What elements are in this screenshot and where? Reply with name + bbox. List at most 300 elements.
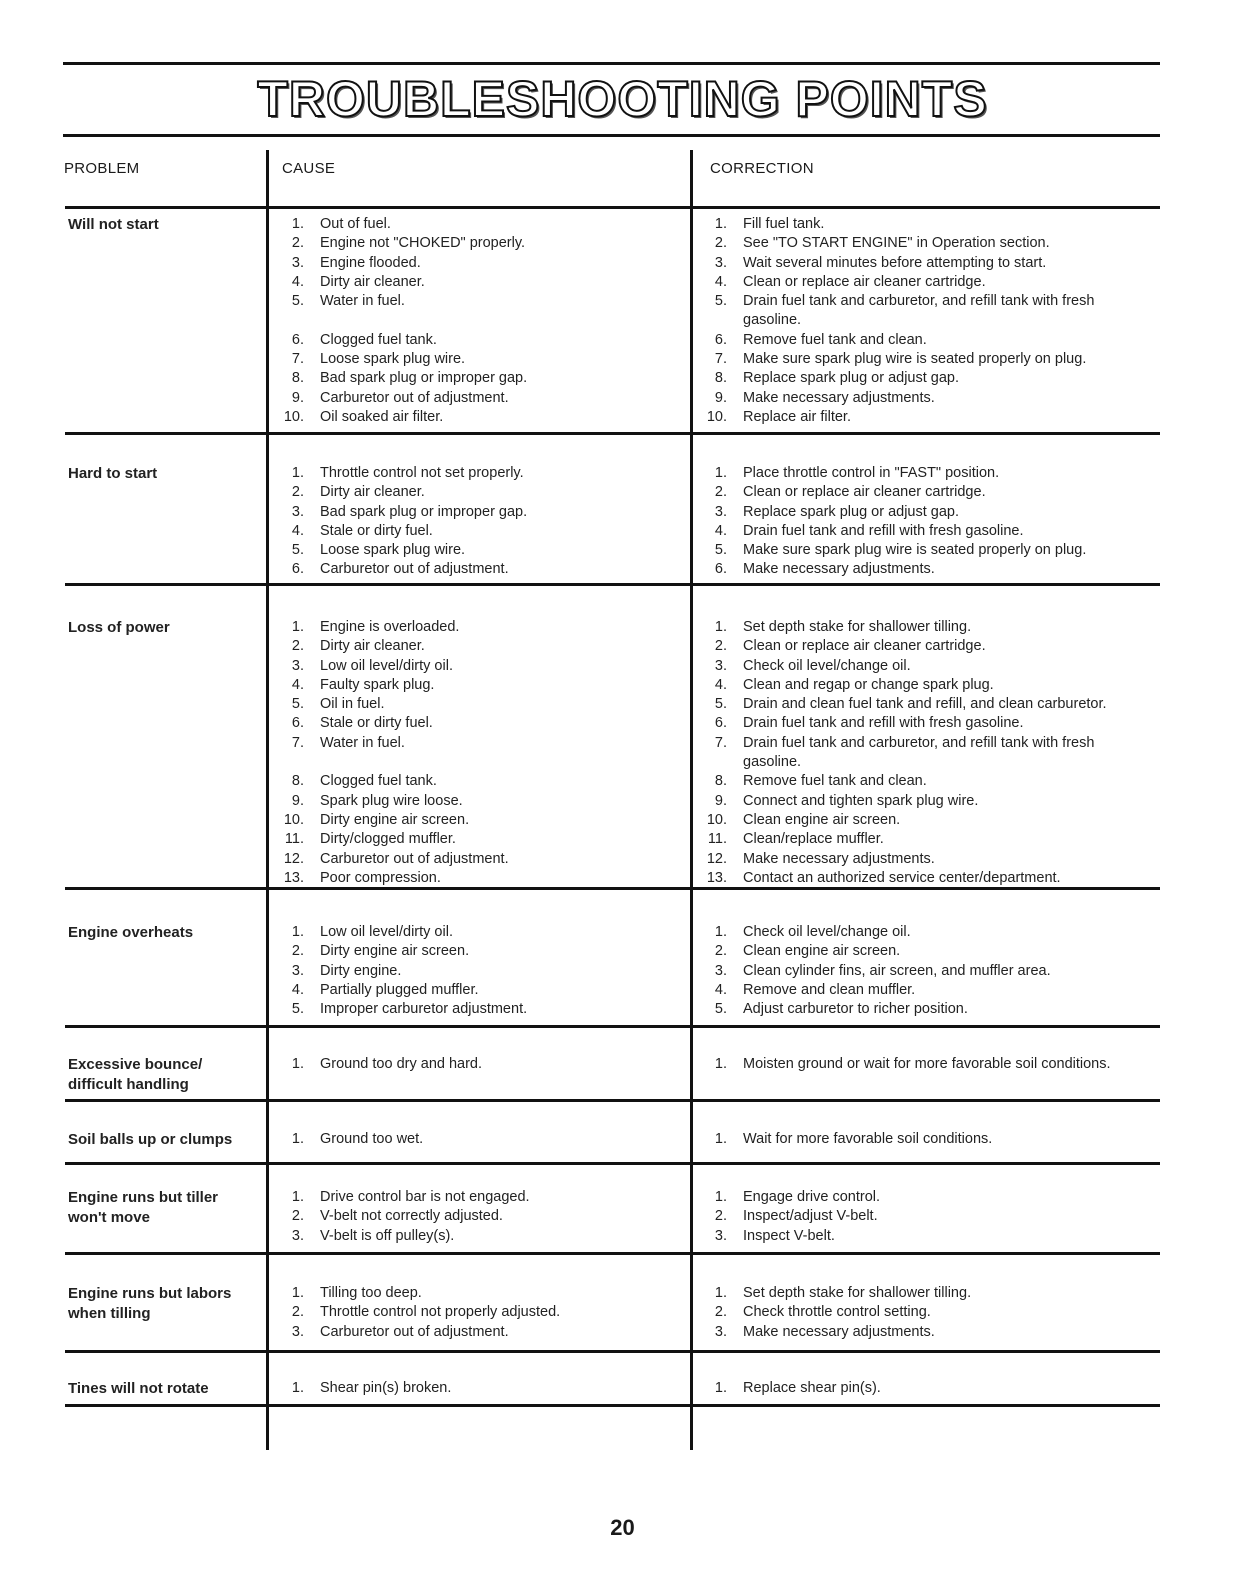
cause-text: Engine is overloaded.: [320, 619, 460, 635]
correction-number: 1.: [714, 1189, 727, 1205]
cause-number: 2.: [291, 1304, 304, 1321]
cause-text: Water in fuel.: [320, 293, 405, 310]
correction-number: 5.: [714, 1001, 727, 1018]
correction-number: 3.: [714, 503, 727, 520]
correction-number: 2.: [714, 1208, 727, 1225]
cause-number: 4.: [291, 676, 304, 693]
header-cause: CAUSE: [282, 160, 336, 177]
cause-text: Low oil level/dirty oil.: [320, 924, 453, 940]
row-divider: [65, 1404, 1160, 1407]
correction-list: [705, 618, 1145, 888]
correction-item: [705, 869, 1145, 888]
cause-item: [282, 541, 682, 560]
cause-item: [282, 215, 682, 234]
cause-text: Dirty engine air screen.: [320, 811, 470, 828]
cause-item: [282, 408, 682, 427]
page-title: TROUBLESHOOTING POINTS: [257, 71, 988, 127]
cause-item: [282, 560, 682, 579]
cause-number: 3.: [291, 962, 304, 979]
cause-number: 11.: [284, 831, 304, 848]
cause-number: 1.: [291, 1189, 304, 1205]
correction-number: 3.: [714, 1227, 727, 1244]
column-divider-cause: [266, 150, 269, 1450]
correction-text: Check oil level/change oil.: [743, 657, 911, 674]
cause-text: Carburetor out of adjustment.: [320, 389, 509, 406]
correction-item: [705, 618, 1145, 637]
cause-item: [282, 1284, 682, 1303]
cause-list: [282, 1055, 682, 1074]
correction-item: [705, 811, 1145, 830]
problem-label: Engine overheats: [68, 924, 194, 941]
correction-item: [705, 331, 1145, 350]
correction-item: [705, 483, 1145, 502]
correction-item: [705, 981, 1145, 1000]
cause-item: [282, 369, 682, 388]
correction-list: [705, 923, 1145, 1019]
correction-item: [705, 464, 1145, 483]
cause-item: [282, 676, 682, 695]
correction-number: 8.: [714, 773, 727, 790]
correction-text: Wait for more favorable soil conditions.: [743, 1131, 993, 1147]
cause-number: 4.: [291, 981, 304, 998]
cause-text: Loose spark plug wire.: [320, 542, 466, 559]
cause-number: 2.: [291, 943, 304, 960]
correction-number: 6.: [714, 331, 727, 348]
correction-text: Replace air filter.: [743, 408, 851, 425]
cause-item: [282, 850, 682, 869]
cause-number: 4.: [291, 273, 304, 290]
correction-text: Make necessary adjustments.: [743, 850, 935, 867]
correction-item: [705, 734, 1145, 773]
cause-item: [282, 734, 682, 753]
correction-item: [705, 1379, 1145, 1398]
correction-item: [705, 560, 1145, 579]
top-rule: [63, 62, 1160, 65]
cause-item: [282, 811, 682, 830]
cause-text: Out of fuel.: [320, 216, 391, 232]
cause-number: 4.: [291, 522, 304, 539]
correction-number: 2.: [714, 943, 727, 960]
problem-label: Loss of power: [68, 619, 170, 636]
cause-text: Bad spark plug or improper gap.: [320, 503, 528, 520]
correction-text: Moisten ground or wait for more favorable soil conditions.: [743, 1056, 1111, 1072]
cause-item: [282, 464, 682, 483]
cause-text: Oil soaked air filter.: [320, 408, 444, 425]
cause-number: 2.: [291, 638, 304, 655]
correction-item: [705, 942, 1145, 961]
row-divider: [65, 887, 1160, 890]
correction-item: [705, 292, 1145, 331]
correction-number: 12.: [706, 850, 727, 867]
cause-text: Dirty engine air screen.: [320, 943, 470, 960]
correction-list: [705, 1284, 1145, 1342]
correction-text: Inspect V-belt.: [743, 1227, 835, 1244]
correction-number: 3.: [714, 1323, 727, 1340]
cause-item: [282, 981, 682, 1000]
cause-text: Shear pin(s) broken.: [320, 1380, 452, 1396]
problem-label: Hard to start: [68, 465, 158, 482]
cause-item: [282, 389, 682, 408]
correction-text: Clean engine air screen.: [743, 943, 901, 960]
correction-number: 2.: [714, 484, 727, 501]
cause-item: [282, 234, 682, 253]
cause-text: Water in fuel.: [320, 734, 405, 751]
cause-number: 12.: [283, 850, 304, 867]
correction-text: Place throttle control in "FAST" position.: [743, 465, 1000, 481]
correction-item: [705, 962, 1145, 981]
cause-item: [282, 657, 682, 676]
cause-list: [282, 1188, 682, 1246]
correction-item: [705, 1303, 1145, 1322]
correction-text: Drain fuel tank and refill with fresh gasoline.: [743, 715, 1024, 732]
correction-text: Replace shear pin(s).: [743, 1380, 881, 1396]
cause-number: 10.: [283, 811, 304, 828]
cause-text: Throttle control not properly adjusted.: [320, 1304, 561, 1321]
cause-number: 1.: [291, 1380, 304, 1396]
correction-item: [705, 254, 1145, 273]
cause-item: [282, 923, 682, 942]
correction-text: Wait several minutes before attempting to start.: [743, 254, 1047, 271]
cause-number: 9.: [291, 389, 304, 406]
cause-text: Tilling too deep.: [320, 1285, 422, 1301]
correction-item: [705, 1188, 1145, 1207]
cause-text: Carburetor out of adjustment.: [320, 561, 509, 578]
correction-number: 10.: [706, 408, 727, 425]
correction-item: [705, 1284, 1145, 1303]
correction-number: 1.: [714, 924, 727, 940]
correction-number: 1.: [714, 1131, 727, 1147]
correction-text: Drain fuel tank and refill with fresh gasoline.: [743, 522, 1024, 539]
correction-text: Remove and clean muffler.: [743, 981, 916, 998]
correction-number: 3.: [714, 962, 727, 979]
correction-number: 4.: [714, 522, 727, 539]
cause-text: Dirty engine.: [320, 962, 402, 979]
correction-list: [705, 1379, 1145, 1398]
cause-text: [320, 311, 682, 330]
correction-text: Make sure spark plug wire is seated properly on plug.: [743, 542, 1087, 559]
cause-text: Loose spark plug wire.: [320, 351, 466, 368]
cause-item: [282, 1130, 682, 1149]
correction-text: Clean cylinder fins, air screen, and muffler area.: [743, 962, 1051, 979]
cause-item: [282, 714, 682, 733]
cause-number: 1.: [291, 924, 304, 940]
correction-text: Drain and clean fuel tank and refill, and clean carburetor.: [743, 696, 1107, 713]
cause-text: Oil in fuel.: [320, 696, 385, 713]
cause-text: Engine flooded.: [320, 254, 421, 271]
cause-number: 13.: [283, 869, 304, 886]
correction-number: 3.: [714, 254, 727, 271]
cause-text: Ground too dry and hard.: [320, 1056, 483, 1072]
correction-text: Make necessary adjustments.: [743, 561, 935, 578]
correction-number: 4.: [714, 273, 727, 290]
cause-text: Clogged fuel tank.: [320, 773, 437, 790]
correction-text: Check oil level/change oil.: [743, 924, 911, 940]
correction-item: [705, 215, 1145, 234]
correction-item: [705, 503, 1145, 522]
cause-list: [282, 923, 682, 1019]
cause-text: Faulty spark plug.: [320, 676, 435, 693]
cause-text: Dirty/clogged muffler.: [320, 831, 456, 848]
cause-item: [282, 869, 682, 888]
cause-item: [282, 350, 682, 369]
cause-item: [282, 618, 682, 637]
cause-item: [282, 292, 682, 311]
correction-text: Drain fuel tank and carburetor, and refill tank with fresh gasoline.: [743, 734, 1095, 771]
problem-label: Engine runs but labors when tilling: [68, 1285, 232, 1322]
correction-item: [705, 408, 1145, 427]
correction-text: Clean engine air screen.: [743, 811, 901, 828]
cause-list: [282, 1379, 682, 1398]
cause-text: [320, 753, 682, 772]
correction-text: Clean or replace air cleaner cartridge.: [743, 638, 986, 655]
cause-text: Stale or dirty fuel.: [320, 522, 433, 539]
correction-item: [705, 923, 1145, 942]
problem-label: Will not start: [68, 216, 159, 233]
row-divider: [65, 432, 1160, 435]
cause-number: 2.: [291, 1208, 304, 1225]
correction-text: Check throttle control setting.: [743, 1304, 931, 1321]
cause-number: 7.: [291, 351, 304, 368]
correction-number: 8.: [714, 370, 727, 387]
correction-item: [705, 792, 1145, 811]
cause-item: [282, 637, 682, 656]
cause-item: [282, 331, 682, 350]
cause-number: 8.: [291, 370, 304, 387]
correction-item: [705, 714, 1145, 733]
correction-list: [705, 464, 1145, 580]
cause-text: Drive control bar is not engaged.: [320, 1189, 530, 1205]
correction-number: 1.: [714, 1380, 727, 1396]
cause-number: 6.: [291, 561, 304, 578]
cause-number: 1.: [291, 1285, 304, 1301]
correction-number: 13.: [706, 869, 727, 886]
correction-number: 5.: [714, 293, 727, 310]
correction-list: [705, 1055, 1145, 1074]
row-divider: [65, 1162, 1160, 1165]
correction-number: 2.: [714, 1304, 727, 1321]
cause-item: [282, 695, 682, 714]
correction-text: Drain fuel tank and carburetor, and refill tank with fresh gasoline.: [743, 293, 1095, 329]
row-divider: [65, 583, 1160, 586]
cause-item: [282, 1055, 682, 1074]
correction-item: [705, 1207, 1145, 1226]
cause-text: V-belt is off pulley(s).: [320, 1227, 455, 1244]
correction-text: Inspect/adjust V-belt.: [743, 1208, 878, 1225]
correction-item: [705, 1227, 1145, 1246]
header-correction: CORRECTION: [710, 160, 814, 177]
correction-number: 9.: [714, 389, 727, 406]
cause-item: [282, 503, 682, 522]
correction-text: Replace spark plug or adjust gap.: [743, 370, 960, 387]
correction-item: [705, 389, 1145, 408]
correction-number: 5.: [714, 696, 727, 713]
cause-list: [282, 1284, 682, 1342]
correction-text: Set depth stake for shallower tilling.: [743, 1285, 972, 1301]
correction-text: Remove fuel tank and clean.: [743, 773, 927, 790]
cause-item: [282, 1207, 682, 1226]
correction-number: 1.: [714, 465, 727, 481]
cause-number: 5.: [291, 1001, 304, 1018]
cause-number: 1.: [291, 1131, 304, 1147]
correction-number: 1.: [714, 1285, 727, 1301]
cause-number: 3.: [291, 503, 304, 520]
row-divider: [65, 1252, 1160, 1255]
correction-text: Clean or replace air cleaner cartridge.: [743, 273, 986, 290]
cause-number: 8.: [291, 773, 304, 790]
correction-text: Clean and regap or change spark plug.: [743, 676, 994, 693]
correction-number: 7.: [714, 351, 727, 368]
cause-number: 5.: [291, 293, 304, 310]
page-number: 20: [610, 1515, 635, 1540]
correction-number: 5.: [714, 542, 727, 559]
cause-number: 3.: [291, 1323, 304, 1340]
correction-text: See "TO START ENGINE" in Operation section.: [743, 235, 1050, 252]
cause-number: 10.: [283, 408, 304, 425]
correction-item: [705, 637, 1145, 656]
header-bottom-rule: [65, 206, 1160, 209]
cause-text: Carburetor out of adjustment.: [320, 1323, 509, 1340]
correction-item: [705, 522, 1145, 541]
correction-item: [705, 369, 1145, 388]
cause-list: [282, 1130, 682, 1149]
correction-text: Contact an authorized service center/department.: [743, 869, 1061, 886]
cause-number: 2.: [291, 484, 304, 501]
problem-label: Tines will not rotate: [68, 1380, 209, 1397]
correction-list: [705, 1188, 1145, 1246]
problem-label: Excessive bounce/ difficult handling: [68, 1056, 203, 1093]
correction-text: Remove fuel tank and clean.: [743, 331, 927, 348]
correction-item: [705, 850, 1145, 869]
cause-number: 1.: [291, 619, 304, 635]
cause-item: [282, 1227, 682, 1246]
cause-item: [282, 942, 682, 961]
cause-text: Low oil level/dirty oil.: [320, 657, 453, 674]
correction-number: 6.: [714, 715, 727, 732]
correction-number: 4.: [714, 676, 727, 693]
correction-item: [705, 1055, 1145, 1074]
correction-item: [705, 657, 1145, 676]
cause-number: 1.: [291, 465, 304, 481]
column-divider-correction: [690, 150, 693, 1450]
cause-text: Dirty air cleaner.: [320, 638, 425, 655]
cause-text: Bad spark plug or improper gap.: [320, 370, 528, 387]
correction-text: Replace spark plug or adjust gap.: [743, 503, 960, 520]
title-bottom-rule: [63, 134, 1160, 137]
correction-number: 7.: [714, 734, 727, 751]
cause-text: V-belt not correctly adjusted.: [320, 1208, 503, 1225]
cause-item: [282, 273, 682, 292]
correction-item: [705, 1130, 1145, 1149]
correction-text: Adjust carburetor to richer position.: [743, 1001, 968, 1018]
cause-number: 1.: [291, 216, 304, 232]
correction-item: [705, 541, 1145, 560]
correction-number: 1.: [714, 1056, 727, 1072]
problem-label: Engine runs but tiller won't move: [68, 1189, 219, 1226]
cause-number: 6.: [291, 331, 304, 348]
cause-text: Poor compression.: [320, 869, 441, 886]
cause-item: [282, 1000, 682, 1019]
cause-text: Engine not "CHOKED" properly.: [320, 235, 526, 252]
cause-text: Partially plugged muffler.: [320, 981, 479, 998]
correction-item: [705, 350, 1145, 369]
cause-item: [282, 254, 682, 273]
correction-text: Clean/replace muffler.: [743, 831, 884, 848]
correction-item: [705, 234, 1145, 253]
row-divider: [65, 1350, 1160, 1353]
correction-number: 6.: [714, 561, 727, 578]
correction-text: Clean or replace air cleaner cartridge.: [743, 484, 986, 501]
cause-item: [282, 1188, 682, 1207]
correction-item: [705, 273, 1145, 292]
cause-number: 7.: [291, 734, 304, 751]
correction-number: 10.: [706, 811, 727, 828]
correction-number: 3.: [714, 657, 727, 674]
cause-number: 2.: [291, 235, 304, 252]
correction-item: [705, 676, 1145, 695]
cause-item: [282, 792, 682, 811]
cause-text: Carburetor out of adjustment.: [320, 850, 509, 867]
correction-text: Fill fuel tank.: [743, 216, 825, 232]
cause-item: [282, 1323, 682, 1342]
cause-text: Spark plug wire loose.: [320, 792, 463, 809]
problem-label: Soil balls up or clumps: [68, 1131, 233, 1148]
correction-list: [705, 1130, 1145, 1149]
cause-item: [282, 830, 682, 849]
correction-number: 2.: [714, 235, 727, 252]
cause-item: [282, 311, 682, 330]
cause-item: [282, 753, 682, 772]
correction-number: 9.: [714, 792, 727, 809]
cause-number: 6.: [291, 715, 304, 732]
cause-text: Clogged fuel tank.: [320, 331, 437, 348]
correction-item: [705, 772, 1145, 791]
correction-text: Make necessary adjustments.: [743, 1323, 935, 1340]
correction-list: [705, 215, 1145, 427]
correction-number: 4.: [714, 981, 727, 998]
correction-number: 2.: [714, 638, 727, 655]
cause-list: [282, 464, 682, 580]
cause-item: [282, 483, 682, 502]
cause-number: 3.: [291, 1227, 304, 1244]
cause-text: Throttle control not set properly.: [320, 465, 524, 481]
cause-text: Improper carburetor adjustment.: [320, 1001, 528, 1018]
cause-number: 3.: [291, 254, 304, 271]
cause-number: 5.: [291, 696, 304, 713]
correction-text: Make sure spark plug wire is seated properly on plug.: [743, 351, 1087, 368]
correction-text: Engage drive control.: [743, 1189, 881, 1205]
row-divider: [65, 1025, 1160, 1028]
correction-text: Set depth stake for shallower tilling.: [743, 619, 972, 635]
correction-item: [705, 1000, 1145, 1019]
correction-text: Connect and tighten spark plug wire.: [743, 792, 979, 809]
cause-number: 1.: [291, 1056, 304, 1072]
cause-number: 9.: [291, 792, 304, 809]
correction-number: 1.: [714, 619, 727, 635]
correction-number: 1.: [714, 216, 727, 232]
cause-number: 3.: [291, 657, 304, 674]
header-problem: PROBLEM: [64, 160, 140, 177]
cause-number: 5.: [291, 542, 304, 559]
cause-text: Dirty air cleaner.: [320, 484, 425, 501]
correction-item: [705, 695, 1145, 714]
cause-text: Ground too wet.: [320, 1131, 424, 1147]
correction-item: [705, 1323, 1145, 1342]
cause-item: [282, 1303, 682, 1322]
cause-item: [282, 962, 682, 981]
cause-text: Dirty air cleaner.: [320, 273, 425, 290]
correction-number: 11.: [707, 831, 727, 848]
row-divider: [65, 1099, 1160, 1102]
